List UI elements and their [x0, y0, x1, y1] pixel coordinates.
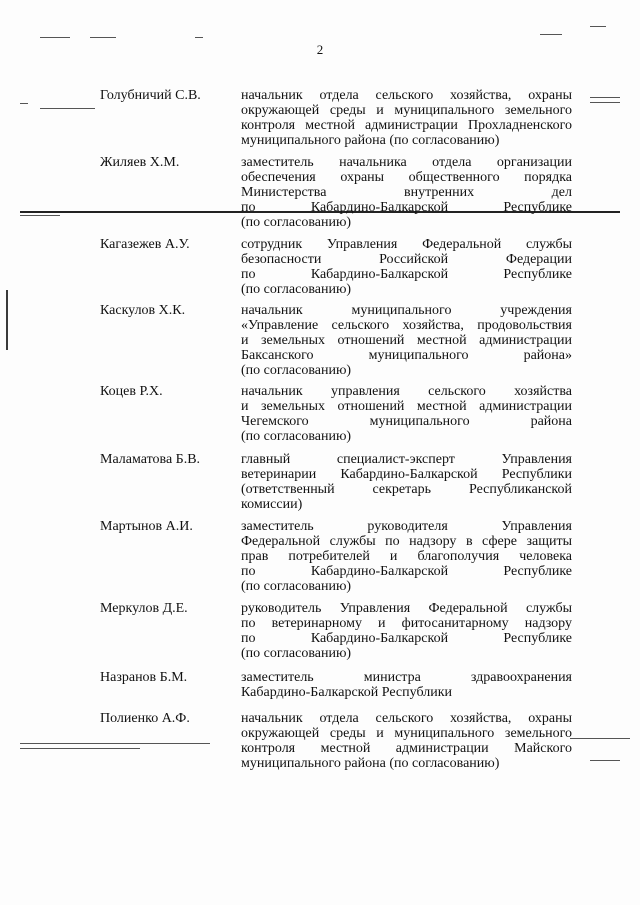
description-line: окружающей среды и муниципального земельного: [241, 726, 572, 741]
position-description: [241, 88, 572, 148]
scan-artifact: [20, 103, 28, 104]
position-description: [241, 711, 572, 771]
description-line: (по согласованию): [241, 282, 352, 297]
person-name: Голубничий С.В.: [100, 88, 201, 103]
description-line: (ответственный секретарь Республиканской: [241, 482, 572, 497]
description-line: окружающей среды и муниципального земельного: [241, 103, 572, 118]
position-description: [241, 237, 572, 297]
description-line: Министерства внутренних дел: [241, 185, 572, 200]
person-name: Жиляев Х.М.: [100, 155, 180, 170]
person-name: Мартынов А.И.: [100, 519, 193, 534]
description-line: контроля местной администрации Прохладненского: [241, 118, 572, 133]
description-line: Чегемского муниципального района: [241, 414, 572, 429]
scan-artifact: [590, 102, 620, 103]
person-name: Коцев Р.Х.: [100, 384, 163, 399]
description-line: по Кабардино-Балкарской Республике: [241, 564, 572, 579]
description-line: муниципального района (по согласованию): [241, 756, 500, 771]
position-description: [241, 519, 572, 594]
scan-artifact: [20, 215, 60, 216]
description-line: (по согласованию): [241, 429, 352, 444]
description-line: (по согласованию): [241, 646, 352, 661]
scan-artifact: [40, 37, 70, 38]
position-description: [241, 452, 572, 512]
description-line: и земельных отношений местной администрации: [241, 333, 572, 348]
description-line: ветеринарии Кабардино-Балкарской Республики: [241, 467, 572, 482]
description-line: по Кабардино-Балкарской Республике: [241, 200, 572, 215]
description-line: (по согласованию): [241, 579, 352, 594]
position-description: [241, 303, 572, 378]
scan-artifact: [40, 108, 95, 109]
description-line: прав потребителей и благополучия человека: [241, 549, 572, 564]
page-number: 2: [316, 42, 324, 57]
scan-artifact: [540, 34, 562, 35]
description-line: и земельных отношений местной администрации: [241, 399, 572, 414]
person-name: Полиенко А.Ф.: [100, 711, 190, 726]
person-name: Каскулов Х.К.: [100, 303, 186, 318]
description-line: начальник отдела сельского хозяйства, охраны: [241, 711, 572, 726]
description-line: сотрудник Управления Федеральной службы: [241, 237, 572, 252]
description-line: начальник управления сельского хозяйства: [241, 384, 572, 399]
position-description: [241, 155, 572, 230]
person-name: Маламатова Б.В.: [100, 452, 201, 467]
description-line: (по согласованию): [241, 363, 352, 378]
person-name: Меркулов Д.Е.: [100, 601, 188, 616]
description-line: по ветеринарному и фитосанитарному надзору: [241, 616, 572, 631]
person-name: Кагазежев А.У.: [100, 237, 190, 252]
position-description: [241, 384, 572, 444]
position-description: [241, 601, 572, 661]
scan-artifact: [20, 743, 210, 744]
description-line: начальник муниципального учреждения: [241, 303, 572, 318]
description-line: по Кабардино-Балкарской Республике: [241, 267, 572, 282]
scan-artifact: [570, 738, 630, 739]
description-line: руководитель Управления Федеральной службы: [241, 601, 572, 616]
scan-artifact: [90, 37, 116, 38]
description-line: главный специалист-эксперт Управления: [241, 452, 572, 467]
scan-artifact-edge: [6, 290, 8, 350]
scan-artifact: [590, 760, 620, 761]
position-description: [241, 670, 572, 700]
description-line: безопасности Российской Федерации: [241, 252, 572, 267]
description-line: заместитель начальника отдела организации: [241, 155, 572, 170]
description-line: начальник отдела сельского хозяйства, охраны: [241, 88, 572, 103]
description-line: заместитель министра здравоохранения: [241, 670, 572, 685]
description-line: заместитель руководителя Управления: [241, 519, 572, 534]
description-line: комиссии): [241, 497, 303, 512]
description-line: обеспечения охраны общественного порядка: [241, 170, 572, 185]
scan-artifact: [20, 748, 140, 749]
description-line: Федеральной службы по надзору в сфере защиты: [241, 534, 572, 549]
description-line: Кабардино-Балкарской Республики: [241, 685, 452, 700]
scan-artifact: [195, 37, 203, 38]
scan-artifact: [590, 97, 620, 98]
description-line: (по согласованию): [241, 215, 352, 230]
scan-artifact: [590, 26, 606, 27]
person-name: Назранов Б.М.: [100, 670, 188, 685]
description-line: муниципального района (по согласованию): [241, 133, 500, 148]
description-line: контроля местной администрации Майского: [241, 741, 572, 756]
description-line: по Кабардино-Балкарской Республике: [241, 631, 572, 646]
description-line: «Управление сельского хозяйства, продовольствия: [241, 318, 572, 333]
description-line: Баксанского муниципального района»: [241, 348, 572, 363]
